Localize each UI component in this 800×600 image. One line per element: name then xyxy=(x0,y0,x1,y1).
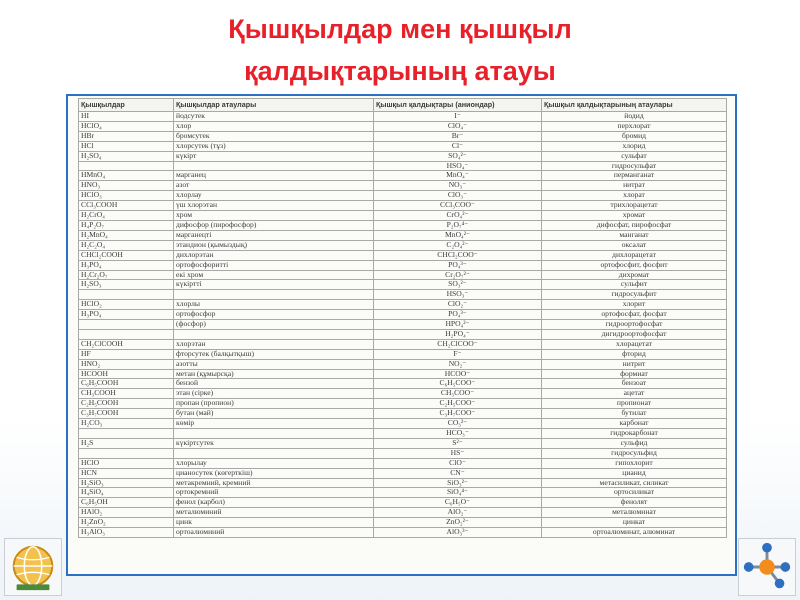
table-row xyxy=(79,429,727,439)
cell-a xyxy=(79,448,174,458)
cell-b: ортофосфоритті xyxy=(174,260,374,270)
cell-a: CHCl₂COOH xyxy=(79,250,174,260)
cell-a: HAlO₂ xyxy=(79,508,174,518)
cell-c: P₂O₇⁴⁻ xyxy=(374,220,542,230)
header-anion-name: Қышқыл қалдықтарының атаулары xyxy=(542,99,727,112)
cell-c: PO₄³⁻ xyxy=(374,310,542,320)
cell-d: хлорит xyxy=(542,300,727,310)
cell-c: HSO₃⁻ xyxy=(374,290,542,300)
cell-c: MnO₄⁻ xyxy=(374,171,542,181)
cell-b: азотты xyxy=(174,359,374,369)
table-row xyxy=(79,230,727,240)
cell-c: CCl₃COO⁻ xyxy=(374,201,542,211)
table-row xyxy=(79,369,727,379)
table-row xyxy=(79,359,727,369)
cell-b: цинк xyxy=(174,518,374,528)
cell-a: H₂SO₃ xyxy=(79,280,174,290)
table-row xyxy=(79,131,727,141)
cell-d: дифосфат, пирофосфат xyxy=(542,220,727,230)
header-anion: Қышқыл қалдықтары (аниондар) xyxy=(374,99,542,112)
cell-a xyxy=(79,320,174,330)
table-row xyxy=(79,270,727,280)
cell-b: хлорлау xyxy=(174,191,374,201)
cell-b: ортоалюминий xyxy=(174,528,374,538)
header-acid-name: Қышқылдар атаулары xyxy=(174,99,374,112)
cell-d: фенолят xyxy=(542,498,727,508)
table-row xyxy=(79,290,727,300)
cell-b: марганецті xyxy=(174,230,374,240)
table-row xyxy=(79,448,727,458)
cell-c: NO₃⁻ xyxy=(374,181,542,191)
cell-c: Cr₂O₇²⁻ xyxy=(374,270,542,280)
cell-b: хлорлы xyxy=(174,300,374,310)
cell-a: C₆H₅COOH xyxy=(79,379,174,389)
cell-d: гидросульфит xyxy=(542,290,727,300)
cell-a: HClO₄ xyxy=(79,121,174,131)
cell-a: HNO₃ xyxy=(79,181,174,191)
cell-d: гипохлорит xyxy=(542,458,727,468)
cell-d: дихромат xyxy=(542,270,727,280)
cell-b xyxy=(174,290,374,300)
cell-c: S²⁻ xyxy=(374,438,542,448)
table-row xyxy=(79,528,727,538)
table-row xyxy=(79,211,727,221)
cell-a: HBr xyxy=(79,131,174,141)
table-row xyxy=(79,310,727,320)
cell-d: трихлорацетат xyxy=(542,201,727,211)
cell-d: сульфит xyxy=(542,280,727,290)
table-row xyxy=(79,419,727,429)
table-row xyxy=(79,320,727,330)
cell-b: металюминий xyxy=(174,508,374,518)
table-row xyxy=(79,240,727,250)
globe-logo xyxy=(4,538,62,596)
cell-b: бутан (май) xyxy=(174,409,374,419)
cell-c: ClO⁻ xyxy=(374,458,542,468)
cell-d: металюминат xyxy=(542,508,727,518)
cell-c: HSO₄⁻ xyxy=(374,161,542,171)
cell-b: метакремний, кремний xyxy=(174,478,374,488)
table-row xyxy=(79,349,727,359)
cell-b: ортофосфор xyxy=(174,310,374,320)
cell-c: C₆H₅O⁻ xyxy=(374,498,542,508)
cell-c: ClO₄⁻ xyxy=(374,121,542,131)
cell-b: фенол (карбол) xyxy=(174,498,374,508)
cell-b xyxy=(174,448,374,458)
cell-c: CH₂ClCOO⁻ xyxy=(374,339,542,349)
cell-c: HCO₃⁻ xyxy=(374,429,542,439)
cell-c: ClO₂⁻ xyxy=(374,300,542,310)
table-row xyxy=(79,468,727,478)
cell-a: C₂H₅COOH xyxy=(79,399,174,409)
cell-b: хлорэтан xyxy=(174,339,374,349)
acids-table xyxy=(78,98,727,538)
cell-c: MnO₄²⁻ xyxy=(374,230,542,240)
cell-c: PO₄³⁻ xyxy=(374,260,542,270)
table-row xyxy=(79,478,727,488)
cell-b: марганец xyxy=(174,171,374,181)
cell-b: хлорсутек (тұз) xyxy=(174,141,374,151)
cell-d: ацетат xyxy=(542,389,727,399)
cell-c: C₆H₅COO⁻ xyxy=(374,379,542,389)
cell-b: цианосутек (көгерткіш) xyxy=(174,468,374,478)
cell-a xyxy=(79,290,174,300)
cell-b: дихлорэтан xyxy=(174,250,374,260)
cell-d: пропионат xyxy=(542,399,727,409)
cell-b: фторсутек (балқытқыш) xyxy=(174,349,374,359)
cell-d: перхлорат xyxy=(542,121,727,131)
table-row xyxy=(79,260,727,270)
molecule-icon xyxy=(739,539,795,595)
cell-c: Br⁻ xyxy=(374,131,542,141)
cell-a: HCN xyxy=(79,468,174,478)
cell-a: H₂SiO₃ xyxy=(79,478,174,488)
cell-d: метасиликат, силикат xyxy=(542,478,727,488)
cell-a: C₃H₇COOH xyxy=(79,409,174,419)
cell-c: NO₂⁻ xyxy=(374,359,542,369)
cell-d: формиат xyxy=(542,369,727,379)
cell-d: ортофосфит, фосфит xyxy=(542,260,727,270)
cell-a xyxy=(79,429,174,439)
cell-d: хлорид xyxy=(542,141,727,151)
cell-a: CH₂ClCOOH xyxy=(79,339,174,349)
cell-a: HClO₂ xyxy=(79,300,174,310)
cell-b: этан (сірке) xyxy=(174,389,374,399)
cell-d: хромат xyxy=(542,211,727,221)
table-row xyxy=(79,399,727,409)
cell-b: хром xyxy=(174,211,374,221)
cell-d: дихлорацетат xyxy=(542,250,727,260)
cell-d: манганат xyxy=(542,230,727,240)
cell-b: пропан (пропион) xyxy=(174,399,374,409)
cell-c: C₂H₅COO⁻ xyxy=(374,399,542,409)
cell-b xyxy=(174,329,374,339)
cell-d: фторид xyxy=(542,349,727,359)
cell-c: CHCl₂COO⁻ xyxy=(374,250,542,260)
cell-c: HS⁻ xyxy=(374,448,542,458)
cell-c: I⁻ xyxy=(374,112,542,122)
cell-a: H₂CrO₄ xyxy=(79,211,174,221)
cell-b: бромсутек xyxy=(174,131,374,141)
cell-c: F⁻ xyxy=(374,349,542,359)
cell-d: хлорацетат xyxy=(542,339,727,349)
cell-b: күкірт xyxy=(174,151,374,161)
cell-a: HMnO₄ xyxy=(79,171,174,181)
cell-c: AlO₃³⁻ xyxy=(374,528,542,538)
cell-a: H₂ZnO₂ xyxy=(79,518,174,528)
cell-d: ортофосфат, фосфат xyxy=(542,310,727,320)
cell-a: H₄P₂O₇ xyxy=(79,220,174,230)
table-row xyxy=(79,329,727,339)
cell-b: көмір xyxy=(174,419,374,429)
cell-b: бензой xyxy=(174,379,374,389)
cell-d: бензоат xyxy=(542,379,727,389)
cell-c: SO₃²⁻ xyxy=(374,280,542,290)
cell-a: H₃AlO₃ xyxy=(79,528,174,538)
cell-a: H₂S xyxy=(79,438,174,448)
cell-a: H₂C₂O₄ xyxy=(79,240,174,250)
cell-b: күкіртсутек xyxy=(174,438,374,448)
cell-d: дигидроортофосфат xyxy=(542,329,727,339)
table-row xyxy=(79,201,727,211)
cell-d: цианид xyxy=(542,468,727,478)
cell-d: сульфид xyxy=(542,438,727,448)
cell-c: ClO₃⁻ xyxy=(374,191,542,201)
cell-d: перманганат xyxy=(542,171,727,181)
cell-a xyxy=(79,161,174,171)
cell-b: ортокремний xyxy=(174,488,374,498)
cell-a: H₃PO₄ xyxy=(79,260,174,270)
cell-d: йодид xyxy=(542,112,727,122)
cell-a: HI xyxy=(79,112,174,122)
table-row xyxy=(79,379,727,389)
cell-d: цинкат xyxy=(542,518,727,528)
table-row xyxy=(79,389,727,399)
cell-c: ZnO₂²⁻ xyxy=(374,518,542,528)
cell-a: HF xyxy=(79,349,174,359)
cell-a: HCl xyxy=(79,141,174,151)
cell-c: CH₃COO⁻ xyxy=(374,389,542,399)
table-row xyxy=(79,191,727,201)
cell-b: хлор xyxy=(174,121,374,131)
cell-c: Cl⁻ xyxy=(374,141,542,151)
cell-a: H₃PO₄ xyxy=(79,310,174,320)
table-row xyxy=(79,488,727,498)
cell-a xyxy=(79,329,174,339)
cell-d: гидросульфат xyxy=(542,161,727,171)
cell-a: H₂MnO₄ xyxy=(79,230,174,240)
cell-d: оксалат xyxy=(542,240,727,250)
cell-c: SO₄²⁻ xyxy=(374,151,542,161)
cell-c: SiO₃²⁻ xyxy=(374,478,542,488)
cell-b: үш хлорэтан xyxy=(174,201,374,211)
cell-c: C₂O₄²⁻ xyxy=(374,240,542,250)
cell-a: HClO₃ xyxy=(79,191,174,201)
cell-c: CN⁻ xyxy=(374,468,542,478)
cell-b: йодсутек xyxy=(174,112,374,122)
table-row xyxy=(79,121,727,131)
cell-d: ортосиликат xyxy=(542,488,727,498)
table-row xyxy=(79,171,727,181)
table-row xyxy=(79,112,727,122)
table-row xyxy=(79,181,727,191)
cell-b: азот xyxy=(174,181,374,191)
table-row xyxy=(79,498,727,508)
cell-c: H₂PO₄⁻ xyxy=(374,329,542,339)
cell-d: гидроортофосфат xyxy=(542,320,727,330)
cell-b: метан (құмырсқа) xyxy=(174,369,374,379)
cell-b: дифосфор (пирофосфор) xyxy=(174,220,374,230)
cell-a: H₂Cr₂O₇ xyxy=(79,270,174,280)
title-line-2: қалдықтарының атауы xyxy=(244,56,556,86)
cell-a: H₄SiO₄ xyxy=(79,488,174,498)
table-row xyxy=(79,508,727,518)
cell-b xyxy=(174,429,374,439)
title-line-1: Қышқылдар мен қышқыл xyxy=(228,14,572,44)
table-row xyxy=(79,438,727,448)
acids-table-frame xyxy=(66,94,737,576)
cell-b: этандион (қымыздық) xyxy=(174,240,374,250)
cell-a: H₂SO₄ xyxy=(79,151,174,161)
cell-a: HNO₂ xyxy=(79,359,174,369)
cell-d: бромид xyxy=(542,131,727,141)
cell-a: CCl₃COOH xyxy=(79,201,174,211)
table-row xyxy=(79,280,727,290)
cell-b: хлорылау xyxy=(174,458,374,468)
cell-b: (фосфор) xyxy=(174,320,374,330)
cell-c: SiO₄⁴⁻ xyxy=(374,488,542,498)
cell-d: гидрокарбонат xyxy=(542,429,727,439)
cell-c: HPO₄²⁻ xyxy=(374,320,542,330)
molecule-logo xyxy=(738,538,796,596)
cell-d: ортоалюминат, алюминат xyxy=(542,528,727,538)
table-row xyxy=(79,220,727,230)
table-header-row xyxy=(79,99,727,112)
header-acid: Қышқылдар xyxy=(79,99,174,112)
cell-a: C₆H₅OH xyxy=(79,498,174,508)
table-row xyxy=(79,339,727,349)
cell-b: күкіртті xyxy=(174,280,374,290)
table-row xyxy=(79,250,727,260)
table-body xyxy=(79,112,727,538)
cell-d: нитрит xyxy=(542,359,727,369)
table-row xyxy=(79,409,727,419)
cell-a: CH₃COOH xyxy=(79,389,174,399)
cell-d: гидросульфид xyxy=(542,448,727,458)
cell-a: H₂CO₃ xyxy=(79,419,174,429)
cell-d: карбонат xyxy=(542,419,727,429)
table-row xyxy=(79,141,727,151)
cell-c: CO₃²⁻ xyxy=(374,419,542,429)
globe-icon xyxy=(5,539,61,595)
cell-c: AlO₂⁻ xyxy=(374,508,542,518)
table-row xyxy=(79,518,727,528)
cell-d: хлорат xyxy=(542,191,727,201)
cell-d: бутилат xyxy=(542,409,727,419)
cell-c: C₃H₇COO⁻ xyxy=(374,409,542,419)
page-title xyxy=(0,8,800,92)
table-row xyxy=(79,151,727,161)
cell-a: HCOOH xyxy=(79,369,174,379)
cell-c: HCOO⁻ xyxy=(374,369,542,379)
cell-b xyxy=(174,161,374,171)
cell-d: сульфат xyxy=(542,151,727,161)
cell-a: HClO xyxy=(79,458,174,468)
table-row xyxy=(79,458,727,468)
cell-d: нитрат xyxy=(542,181,727,191)
table-row xyxy=(79,161,727,171)
cell-c: CrO₄²⁻ xyxy=(374,211,542,221)
table-row xyxy=(79,300,727,310)
cell-b: екі хром xyxy=(174,270,374,280)
